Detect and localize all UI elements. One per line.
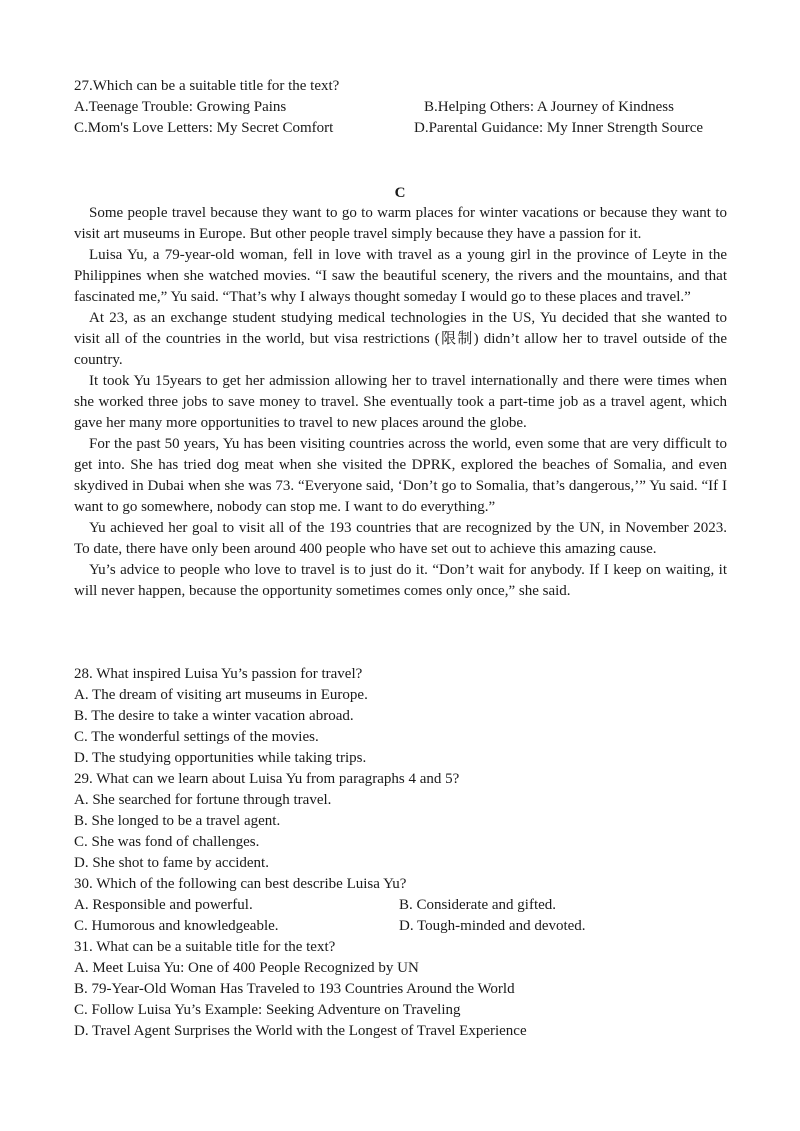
question-31-option-b: B. 79-Year-Old Woman Has Traveled to 193 Countries Around the World [74,981,515,997]
paragraph-6: Yu achieved her goal to visit all of the 193 countries that are recognized by the UN, in November 2023. To date, there have only been around 400 people who have set out to achieve this amazing cause. [74,520,727,557]
question-31-stem: 31. What can be a suitable title for the text? [74,939,336,955]
question-30-option-c: C. Humorous and knowledgeable. [74,918,279,934]
question-30-options-row-2 [74,916,727,937]
question-27-option-b: B.Helping Others: A Journey of Kindness [424,99,674,115]
question-27 [74,76,727,139]
paragraph-2: Luisa Yu, a 79-year-old woman, fell in love with travel as a young girl in the province of Leyte in the Philippines when she watched movies. “I saw the beautiful scenery, the rivers and the mountains, and that fascinated me,” Yu said. “That’s why I always thought someday I would go to these places and travel.” [74,247,727,305]
question-28-option-d: D. The studying opportunities while taking trips. [74,750,367,766]
question-28-stem: 28. What inspired Luisa Yu’s passion for travel? [74,666,363,682]
question-31-option-c: C. Follow Luisa Yu’s Example: Seeking Adventure on Traveling [74,1002,461,1018]
paragraph-7: Yu’s advice to people who love to travel is to just do it. “Don’t wait for anybody. If I keep on waiting, it will never happen, because the opportunity sometimes comes only once,” she said. [74,562,727,599]
question-29-option-c: C. She was fond of challenges. [74,834,260,850]
questions-28-31 [74,664,727,1042]
question-27-options-row-1 [74,97,727,118]
question-27-options-row-2 [74,118,727,139]
question-28-option-c: C. The wonderful settings of the movies. [74,729,319,745]
paragraph-4: It took Yu 15years to get her admission allowing her to travel internationally and there were times when she worked three jobs to save money to travel. She eventually took a part-time job as a travel agent, which gave her many more opportunities to travel to new places around the globe. [74,373,727,431]
question-28-option-a: A. The dream of visiting art museums in Europe. [74,687,368,703]
question-30-option-d: D. Tough-minded and devoted. [399,918,586,934]
question-29-option-d: D. She shot to fame by accident. [74,855,269,871]
question-27-stem: 27.Which can be a suitable title for the text? [74,78,340,94]
question-29-stem: 29. What can we learn about Luisa Yu from paragraphs 4 and 5? [74,771,460,787]
question-30-option-a: A. Responsible and powerful. [74,897,253,913]
question-27-option-d: D.Parental Guidance: My Inner Strength Source [414,120,704,136]
paragraph-1: Some people travel because they want to go to warm places for winter vacations or because they want to visit art museums in Europe. But other people travel simply because they have a passion for it. [74,205,727,242]
paragraph-5: For the past 50 years, Yu has been visiting countries across the world, even some that are very difficult to get into. She has tried dog meat when she visited the DPRK, explored the beaches of Somalia, and even skydived in Dubai when she was 73. “Everyone said, ‘Don’t go to Somalia, that’s dangerous,’” Yu said. “If I want to go somewhere, nobody can stop me. I want to do everything.” [74,436,727,515]
reading-passage [74,203,727,602]
question-29-option-b: B. She longed to be a travel agent. [74,813,281,829]
section-heading: C [394,185,406,201]
question-31-option-d: D. Travel Agent Surprises the World with the Longest of Travel Experience [74,1023,527,1039]
question-27-option-c: C.Mom's Love Letters: My Secret Comfort [74,120,334,136]
question-30-options-row-1 [74,895,727,916]
question-30-option-b: B. Considerate and gifted. [399,897,557,913]
question-30-stem: 30. Which of the following can best describe Luisa Yu? [74,876,407,892]
question-27-option-a: A.Teenage Trouble: Growing Pains [74,99,287,115]
question-29-option-a: A. She searched for fortune through travel. [74,792,332,808]
question-31-option-a: A. Meet Luisa Yu: One of 400 People Recognized by UN [74,960,419,976]
paragraph-3: At 23, as an exchange student studying medical technologies in the US, Yu decided that she wanted to visit all of the countries in the world, but visa restrictions (限制) didn’t allow her to travel outside of the country. [74,310,727,368]
question-28-option-b: B. The desire to take a winter vacation abroad. [74,708,354,724]
